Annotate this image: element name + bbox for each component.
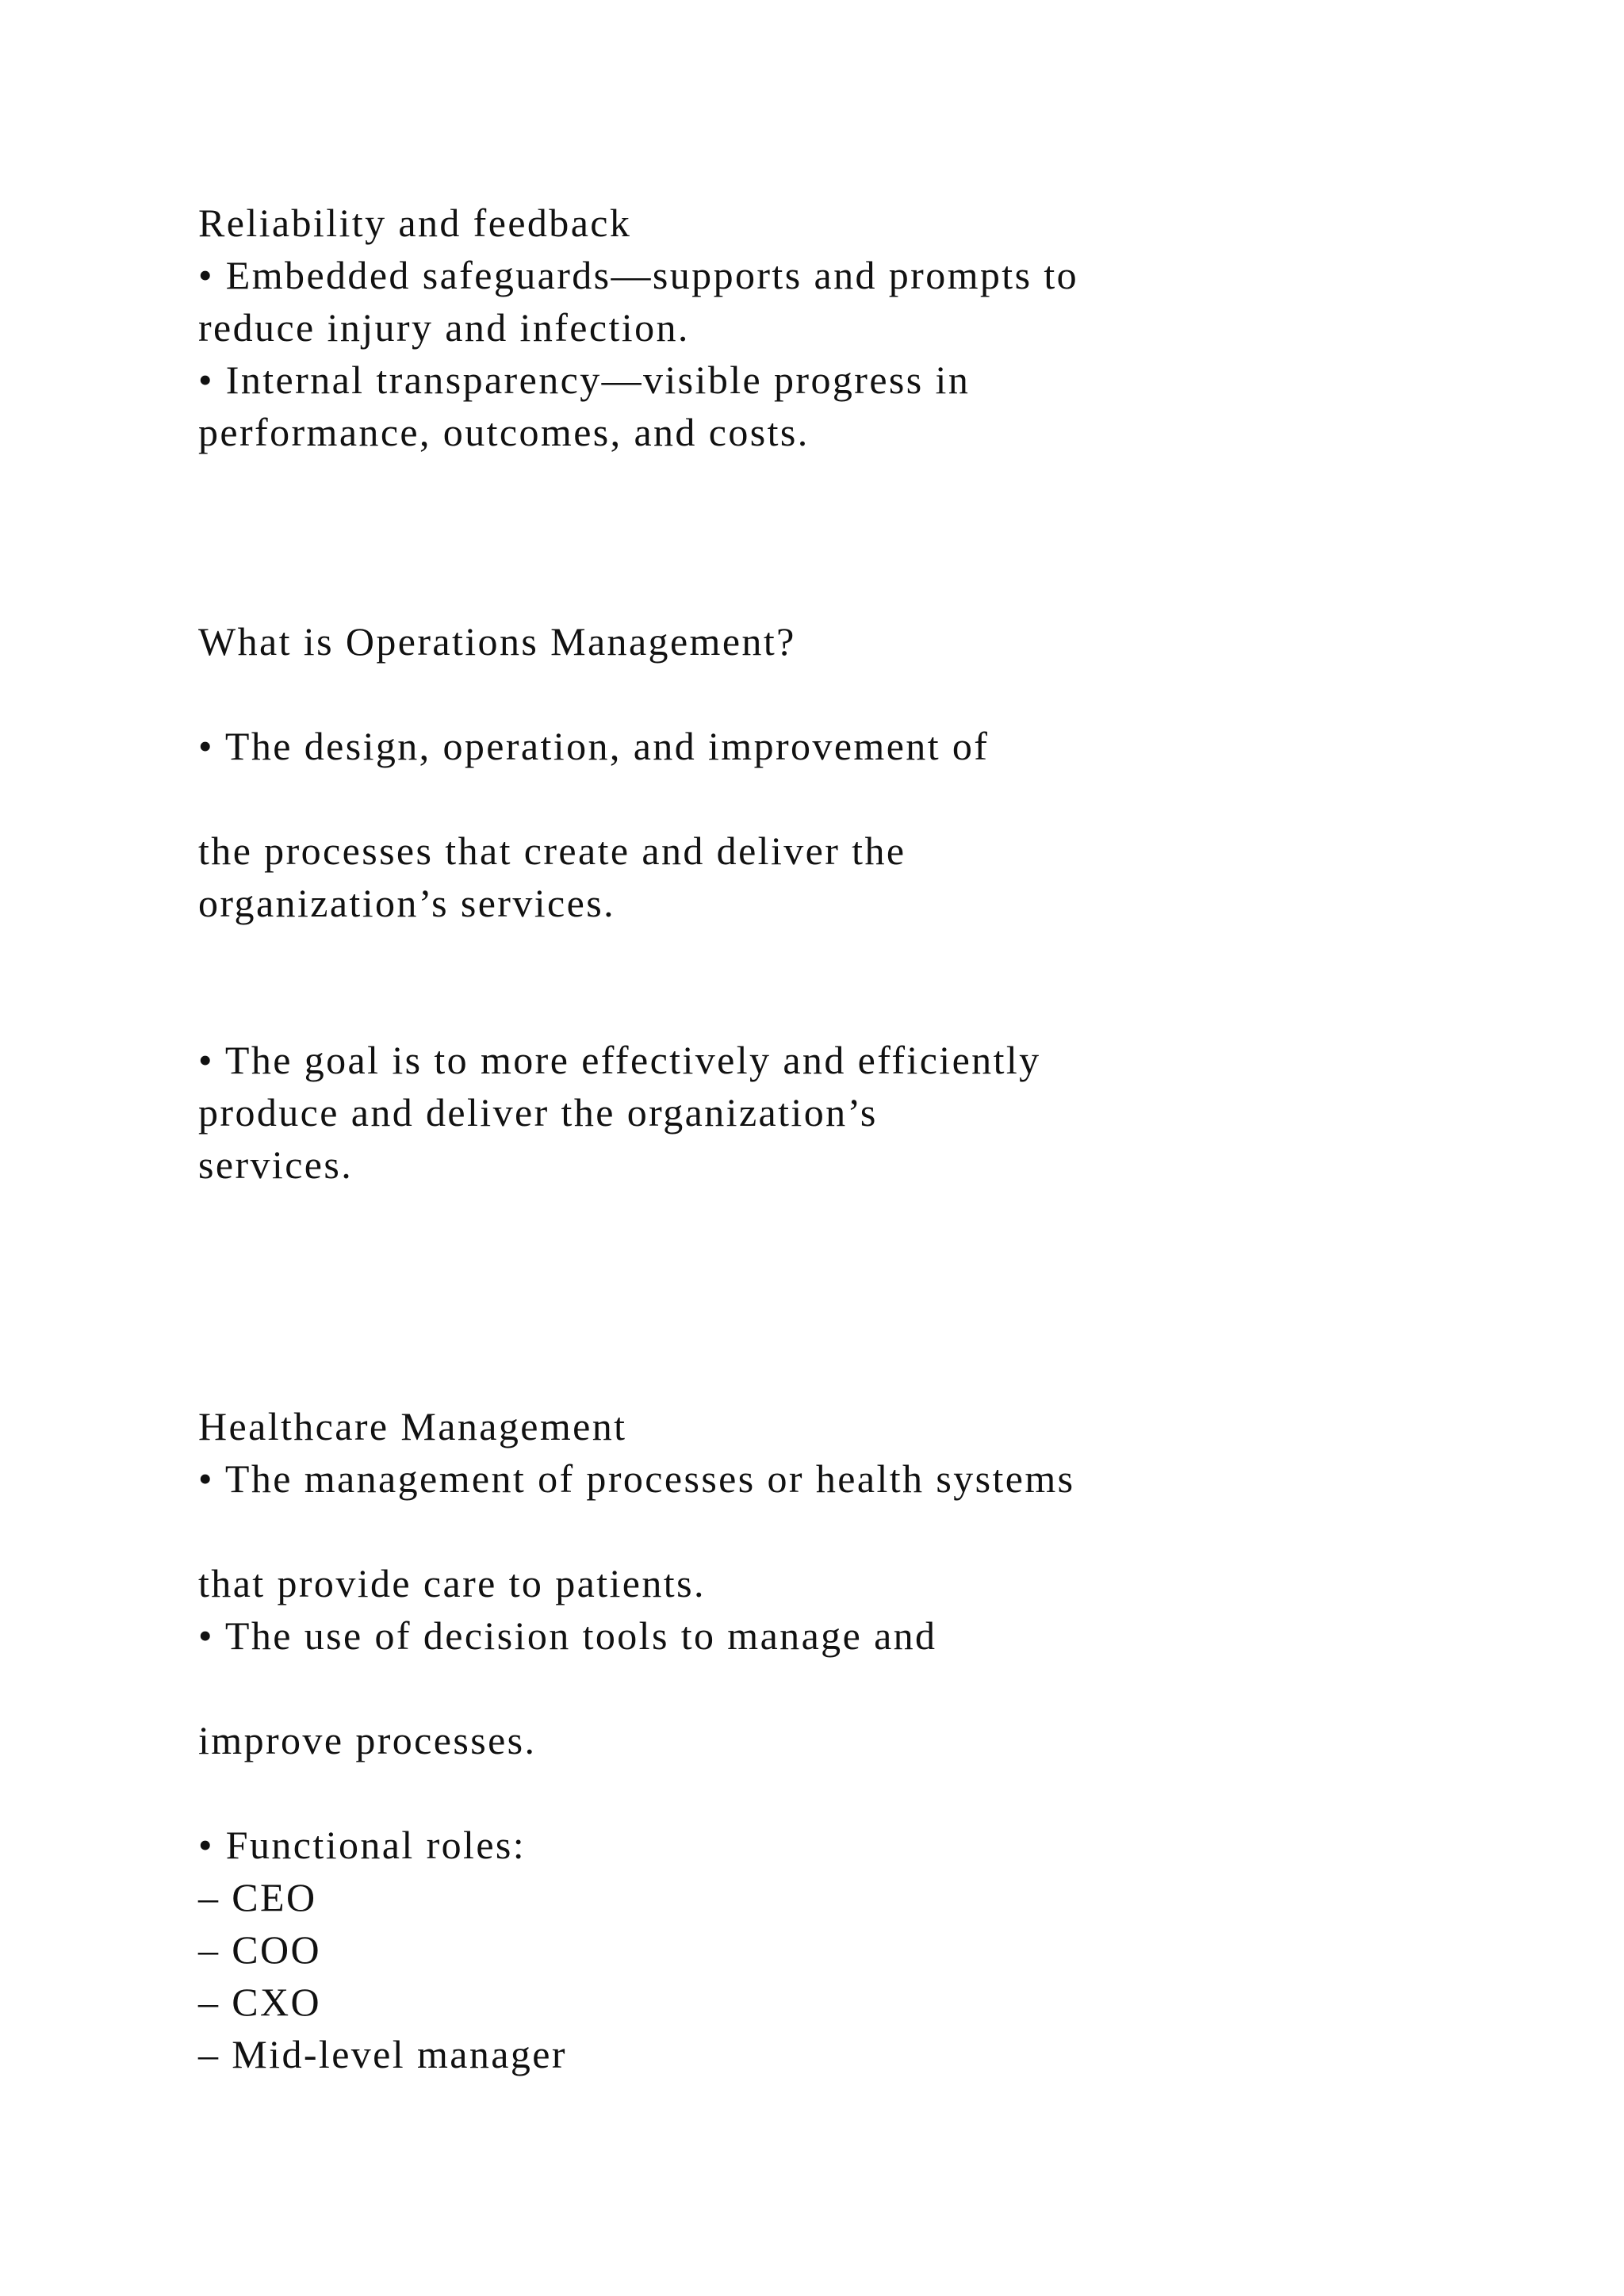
reliability-line-2: reduce injury and infection. bbox=[198, 305, 690, 350]
reliability-line-1: • Embedded safeguards—supports and prompts to bbox=[198, 253, 1079, 297]
operations-line-4: • The goal is to more effectively and efficiently bbox=[198, 1038, 1041, 1082]
operations-line-3: organization’s services. bbox=[198, 881, 615, 925]
reliability-line-3: • Internal transparency—visible progress in bbox=[198, 358, 971, 402]
role-item-ceo: – CEO bbox=[198, 1875, 317, 1919]
healthcare-line-4: improve processes. bbox=[198, 1718, 537, 1762]
role-item-mid-level-manager: – Mid-level manager bbox=[198, 2032, 567, 2076]
operations-line-5: produce and deliver the organization’s bbox=[198, 1090, 878, 1135]
operations-line-2: the processes that create and deliver the bbox=[198, 828, 906, 873]
section-heading-operations: What is Operations Management? bbox=[198, 619, 796, 664]
healthcare-line-5: • Functional roles: bbox=[198, 1823, 527, 1867]
healthcare-line-3: • The use of decision tools to manage and bbox=[198, 1613, 937, 1658]
healthcare-line-1: • The management of processes or health systems bbox=[198, 1456, 1075, 1501]
role-item-cxo: – CXO bbox=[198, 1980, 322, 2024]
role-item-coo: – COO bbox=[198, 1927, 322, 1972]
reliability-line-4: performance, outcomes, and costs. bbox=[198, 410, 810, 454]
section-heading-healthcare: Healthcare Management bbox=[198, 1404, 627, 1448]
operations-line-6: services. bbox=[198, 1142, 354, 1187]
healthcare-line-2: that provide care to patients. bbox=[198, 1561, 706, 1605]
operations-line-1: • The design, operation, and improvement of bbox=[198, 724, 990, 768]
section-heading-reliability: Reliability and feedback bbox=[198, 201, 632, 245]
